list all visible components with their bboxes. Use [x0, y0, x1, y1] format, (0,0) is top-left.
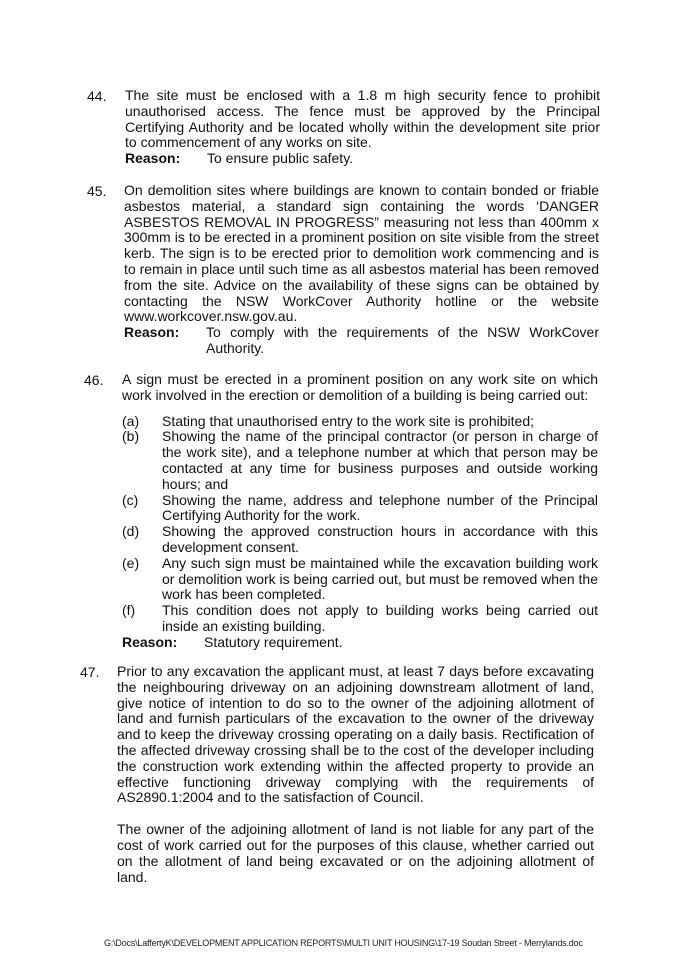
- list-item-letter: (b): [122, 428, 140, 445]
- condition-body: [124, 183, 599, 357]
- list-item: [122, 603, 598, 635]
- condition-number: 46.: [84, 372, 104, 388]
- condition-body: [117, 664, 594, 885]
- reason-text: To comply with the requirements of the NSW WorkCover Authority.: [206, 324, 599, 356]
- sub-item-list: [122, 414, 598, 635]
- condition-number: 47.: [80, 664, 100, 680]
- list-item-text: Any such sign must be maintained while the excavation building work or demolition work is being carried out, but must be removed when the work has been completed.: [162, 554, 598, 603]
- reason-label: Reason:: [124, 324, 180, 341]
- reason-line: [124, 325, 599, 357]
- condition-number: 44.: [87, 88, 107, 104]
- list-item-text: Showing the name, address and telephone number of the Principal Certifying Authority for the work.: [162, 491, 598, 524]
- list-item-text: Showing the approved construction hours in accordance with this development consent.: [162, 523, 598, 555]
- condition-paragraph: The site must be enclosed with a 1.8 m high security fence to prohibit unauthorised access. The fence must be approved by the Principal Certifying Authority and be located wholly within the development site prior to commencement of any works on site.: [125, 87, 600, 151]
- condition-paragraph: The owner of the adjoining allotment of land is not liable for any part of the cost of work carried out for the purposes of this clause, whether carried out on the allotment of land being excavated or on the adjoining allotment of land.: [117, 821, 594, 885]
- list-item-letter: (d): [122, 523, 140, 540]
- list-item-letter: (c): [122, 491, 139, 508]
- condition-paragraph: Prior to any excavation the applicant must, at least 7 days before excavating the neighbouring driveway on an adjoining downstream allotment of land, give notice of intention to do so to the owner of the adjoining allotment of land and furnish particulars of the excavation to the owner of the driveway and to keep the driveway crossing operating on a daily basis. Rectification of the affected driveway crossing shall be to the cost of the developer including the construction work extending within the affected property to provide an effective functioning driveway complying with the requirements of AS2890.1:2004 and to the satisfaction of Council.: [117, 663, 594, 806]
- list-item: [122, 556, 598, 603]
- reason-text: Statutory requirement.: [204, 633, 343, 650]
- condition-number: 45.: [87, 183, 107, 199]
- condition-body: [125, 88, 600, 167]
- list-item: [122, 524, 598, 556]
- reason-label: Reason:: [122, 633, 178, 650]
- list-item-text: This condition does not apply to building works being carried out inside an existing building.: [162, 602, 598, 634]
- reason-line: [125, 151, 600, 167]
- list-item-text: Stating that unauthorised entry to the work site is prohibited;: [162, 412, 534, 429]
- list-item-text: Showing the name of the principal contractor (or person in charge of the work site), and a telephone number at which that person may be contacted at any time for business purposes and outside working hours; and: [162, 428, 598, 492]
- list-item: [122, 493, 598, 525]
- list-item-letter: (e): [122, 554, 140, 571]
- list-item-letter: (a): [122, 412, 140, 429]
- reason-label: Reason:: [125, 150, 181, 167]
- reason-line: [122, 635, 598, 651]
- condition-body: [122, 372, 598, 651]
- list-item-letter: (f): [122, 602, 136, 619]
- condition-paragraph: On demolition sites where buildings are known to contain bonded or friable asbestos material, a standard sign containing the words ‘DANGER ASBESTOS REMOVAL IN PROGRESS” measuring not less than 400mm x 300mm is to be erected in a prominent position on site visible from the street kerb. The sign is to be erected prior to demolition work commencing and is to remain in place until such time as all asbestos material has been removed from the site. Advice on the availability of these signs can be obtained by contacting the NSW WorkCover Authority hotline or the website www.workcover.nsw.gov.au.: [124, 182, 599, 325]
- footer-file-path: G:\Docs\LaffertyK\DEVELOPMENT APPLICATION REPORTS\MULTI UNIT HOUSING\17-19 Soudan Street - Merrylands.doc: [104, 938, 583, 948]
- reason-text: To ensure public safety.: [207, 150, 354, 167]
- condition-paragraph: A sign must be erected in a prominent position on any work site on which work involved in the erection or demolition of a building is being carried out:: [122, 371, 598, 403]
- list-item: [122, 429, 598, 492]
- list-item: [122, 414, 598, 430]
